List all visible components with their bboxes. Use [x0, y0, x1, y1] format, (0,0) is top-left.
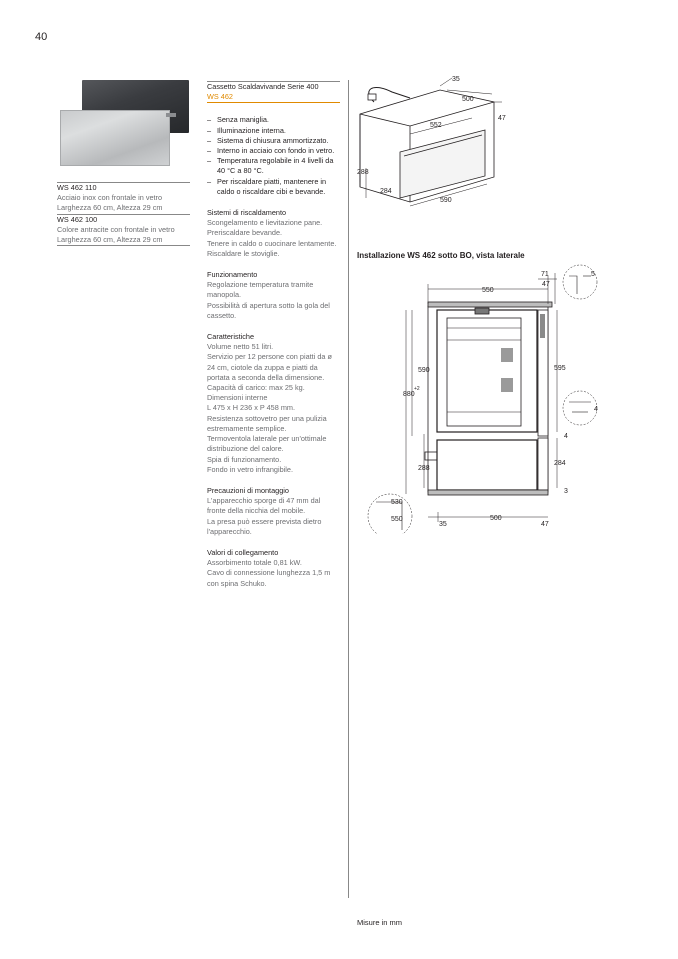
- dim-label: 550: [482, 287, 494, 294]
- dim-label: 47: [541, 521, 549, 528]
- product-description: [207, 81, 340, 589]
- dim-label: 288: [357, 169, 369, 176]
- feature-item: – Senza maniglia.: [207, 115, 269, 125]
- dim-label: 530: [391, 499, 403, 506]
- dim-label: 35: [439, 521, 447, 528]
- dim-label: 4: [594, 406, 598, 413]
- dim-label: 550: [391, 516, 403, 523]
- product-title: Cassetto Scaldavivande Serie 400: [207, 82, 319, 91]
- diagram-caption: Installazione WS 462 sotto BO, vista laterale: [357, 251, 525, 260]
- feature-item: – Per riscaldare piatti, mantenere in caldo o riscaldare cibi e bevande.: [207, 176, 327, 196]
- installation-side-drawing: [362, 262, 606, 534]
- feature-item: – Illuminazione interna.: [207, 125, 286, 135]
- dim-label: 71: [541, 271, 549, 278]
- section-heating: Sistemi di riscaldamento Scongelamento e lievitazione pane. Preriscaldare bevande. Tenere in caldo o cuocinare lentamente. Riscaldare le stoviglie.: [207, 208, 337, 258]
- section-operation: Funzionamento Regolazione temperatura tramite manopola. Possibilità di apertura sotto la gola del cassetto.: [207, 270, 330, 320]
- dim-label: 590: [418, 367, 430, 374]
- dim-label: 5: [591, 271, 595, 278]
- feature-item: – Temperatura regolabile in 4 livelli da 40 °C a 80 °C.: [207, 156, 334, 176]
- steel-drawer-photo: [60, 110, 170, 166]
- dim-label: +2: [414, 386, 420, 392]
- dim-label: 4: [564, 433, 568, 440]
- column-divider: [348, 80, 349, 898]
- dim-label: 590: [440, 197, 452, 204]
- section-installation-notes: Precauzioni di montaggio L'apparecchio sporge di 47 mm dal fronte della nicchia del mobile. La presa può essere prevista dietro l'apparecchio.: [207, 485, 322, 536]
- model-list: [57, 182, 190, 246]
- isometric-dimension-drawing: [352, 72, 522, 212]
- feature-item: – Sistema di chiusura ammortizzato.: [207, 135, 329, 145]
- dim-label: 880: [403, 391, 415, 398]
- dim-label: 35: [452, 76, 460, 83]
- product-photos: [56, 80, 189, 184]
- model-code: WS 462 100: [57, 214, 98, 224]
- model-item: WS 462 110 Acciaio inox con frontale in vetro Larghezza 60 cm, Altezza 29 cm: [57, 182, 190, 214]
- dim-label: 284: [554, 460, 566, 467]
- dim-label: 47: [498, 115, 506, 122]
- feature-item: – Interno in acciaio con fondo in vetro.: [207, 146, 335, 156]
- page-number: 40: [35, 31, 48, 43]
- dim-label: 500: [490, 515, 502, 522]
- section-connection: Valori di collegamento Assorbimento totale 0,81 kW. Cavo di connessione lunghezza 1,5 m con spina Schuko.: [207, 547, 331, 588]
- section-characteristics: Caratteristiche Volume netto 51 litri. Servizio per 12 persone con piatti da ø 24 cm, ciotole da zuppa e piatti da portata a seconda della dimensione. Capacità di carico: max 25 kg. Dimensioni interne L 475 x H 236 x P 458 mm. Resistenza sottovetro per una pulizia estremamente semplice. Termoventola laterale per un'ottimale distribuzione del calore. Spia di funzionamento. Fondo in vetro infrangibile.: [207, 332, 332, 474]
- product-code: WS 462: [207, 92, 233, 102]
- model-item: WS 462 100 Colore antracite con frontale in vetro Larghezza 60 cm, Altezza 29 cm: [57, 214, 190, 246]
- dim-label: 288: [418, 465, 430, 472]
- dim-label: 3: [564, 488, 568, 495]
- model-code: WS 462 110: [57, 183, 97, 192]
- dim-label: 47: [542, 281, 550, 288]
- dim-label: 595: [554, 365, 566, 372]
- dim-label: 552: [430, 122, 442, 129]
- feature-list: [207, 115, 340, 197]
- units-note: Misure in mm: [357, 918, 403, 927]
- dim-label: 284: [380, 188, 392, 195]
- dim-label: 500: [462, 96, 474, 103]
